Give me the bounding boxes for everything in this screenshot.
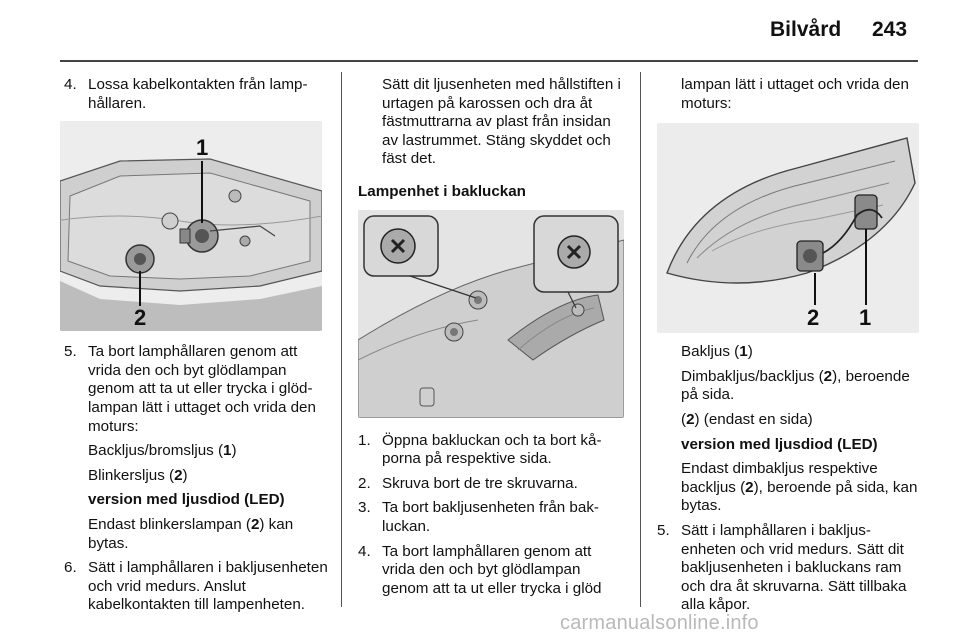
tailgate-step-2 (358, 475, 624, 494)
figure-label-2: 2 (807, 305, 820, 331)
note-text: Endast blinkerslampan ( (88, 515, 251, 533)
step-number: 4. (358, 542, 371, 560)
step-number: 5. (657, 521, 670, 539)
tailgate-illustration (358, 210, 624, 418)
item-ref: 1 (739, 343, 748, 361)
step-number: 2. (358, 474, 371, 492)
step-text: Öppna bakluckan och ta bort kåporna på respektive sida. (382, 431, 602, 468)
header-rule (60, 60, 918, 62)
step-5 (657, 522, 919, 615)
figure-label-1: 1 (196, 135, 209, 161)
step-text: Ta bort bakljusenheten från bakluckan. (382, 499, 599, 535)
step-number: 5. (64, 343, 77, 361)
item-text-end: ) (747, 343, 753, 361)
item-text: ( (681, 410, 687, 428)
bulb-item-3 (657, 411, 919, 430)
watermark: carmanualsonline.info (560, 612, 759, 634)
led-note (64, 516, 328, 553)
figure-tailgate-lamp (657, 123, 919, 333)
bulb-item-2 (64, 467, 328, 486)
figure-rear-lamp-holder (60, 121, 322, 331)
column-left (64, 76, 328, 621)
item-ref: 2 (823, 367, 833, 385)
step-text: Skruva bort de tre skruvarna. (382, 474, 578, 492)
column-middle (358, 76, 624, 604)
note-ref: 2 (745, 478, 754, 496)
column-divider-1 (341, 72, 342, 607)
tailgate-step-4 (358, 543, 624, 599)
intro-paragraph: Sätt dit ljusenheten med hållstiften i urtagen på karossen och dra åt fästmuttrarna av plast från insidan av lastrummet. Stäng skyddet och fäst det. (382, 76, 621, 168)
column-right (657, 76, 919, 621)
figure-label-2: 2 (134, 305, 147, 331)
item-text: Bakljus ( (681, 343, 740, 361)
figure-label-1: 1 (859, 305, 872, 331)
tailgate-step-3 (358, 499, 624, 536)
step-6 (64, 559, 328, 615)
bulb-item-1 (64, 442, 328, 461)
item-text-end: ) (182, 466, 188, 484)
tailgate-lamp-illustration (657, 123, 919, 333)
item-ref: 2 (174, 466, 183, 484)
bulb-item-1 (657, 343, 919, 362)
item-text-end: ), beroende på sida. (681, 367, 910, 404)
page-header-title: Bilvård (770, 18, 842, 41)
column-divider-2 (640, 72, 641, 607)
led-note (657, 460, 919, 516)
item-text: Backljus/bromsljus ( (88, 442, 224, 460)
item-text: Blinkersljus ( (88, 466, 175, 484)
step-text: Ta bort lamphållaren genom att vrida den och byt glödlampan genom att ta ut eller trycka i glöd (382, 542, 602, 597)
item-text-end: ) (231, 442, 237, 460)
step-text: Lossa kabelkontakten från lamphållaren. (88, 76, 308, 112)
step-number: 4. (64, 76, 77, 93)
continued-paragraph: lampan lätt i uttaget och vrida den moturs: (681, 76, 909, 112)
bulb-item-2 (657, 368, 919, 405)
step-number: 3. (358, 499, 371, 517)
note-text: Endast dimbakljus respektive backljus ( (681, 460, 878, 496)
tailgate-step-1 (358, 432, 624, 469)
step-4 (64, 76, 328, 113)
note-ref: 2 (250, 515, 260, 533)
page-number: 243 (872, 18, 908, 41)
step-text: Ta bort lamphållaren genom att vrida den och byt glödlampan genom att ta ut eller trycka i glödlampan lätt i uttaget och vrida den moturs: (88, 343, 316, 435)
lamp-holder-illustration (60, 121, 322, 331)
led-heading: version med ljusdiod (LED) (88, 491, 285, 509)
note-text-end: ) kan bytas. (88, 515, 294, 552)
step-number: 1. (358, 431, 371, 449)
led-heading: version med ljusdiod (LED) (681, 435, 878, 453)
item-ref: 2 (686, 410, 695, 428)
item-ref: 1 (223, 442, 232, 460)
section-heading: Lampenhet i bakluckan (358, 182, 526, 200)
step-text: Sätt i lamphållaren i bakljusenheten och vrid medurs. Sätt dit bakljusenheten i bakluckans ram och dra åt skruvarna. Sätt tillbaka alla kåpor. (681, 521, 907, 614)
figure-tailgate (358, 210, 624, 418)
step-number: 6. (64, 559, 77, 577)
step-5 (64, 343, 328, 436)
item-text: Dimbakljus/backljus ( (681, 367, 824, 385)
step-text: Sätt i lamphållaren i bakljusenheten och vrid medurs. Anslut kabelkontakten till lampenheten. (88, 559, 328, 614)
item-text-end: ) (endast en sida) (694, 410, 813, 428)
note-text-end: ), beroende på sida, kan bytas. (681, 478, 918, 515)
